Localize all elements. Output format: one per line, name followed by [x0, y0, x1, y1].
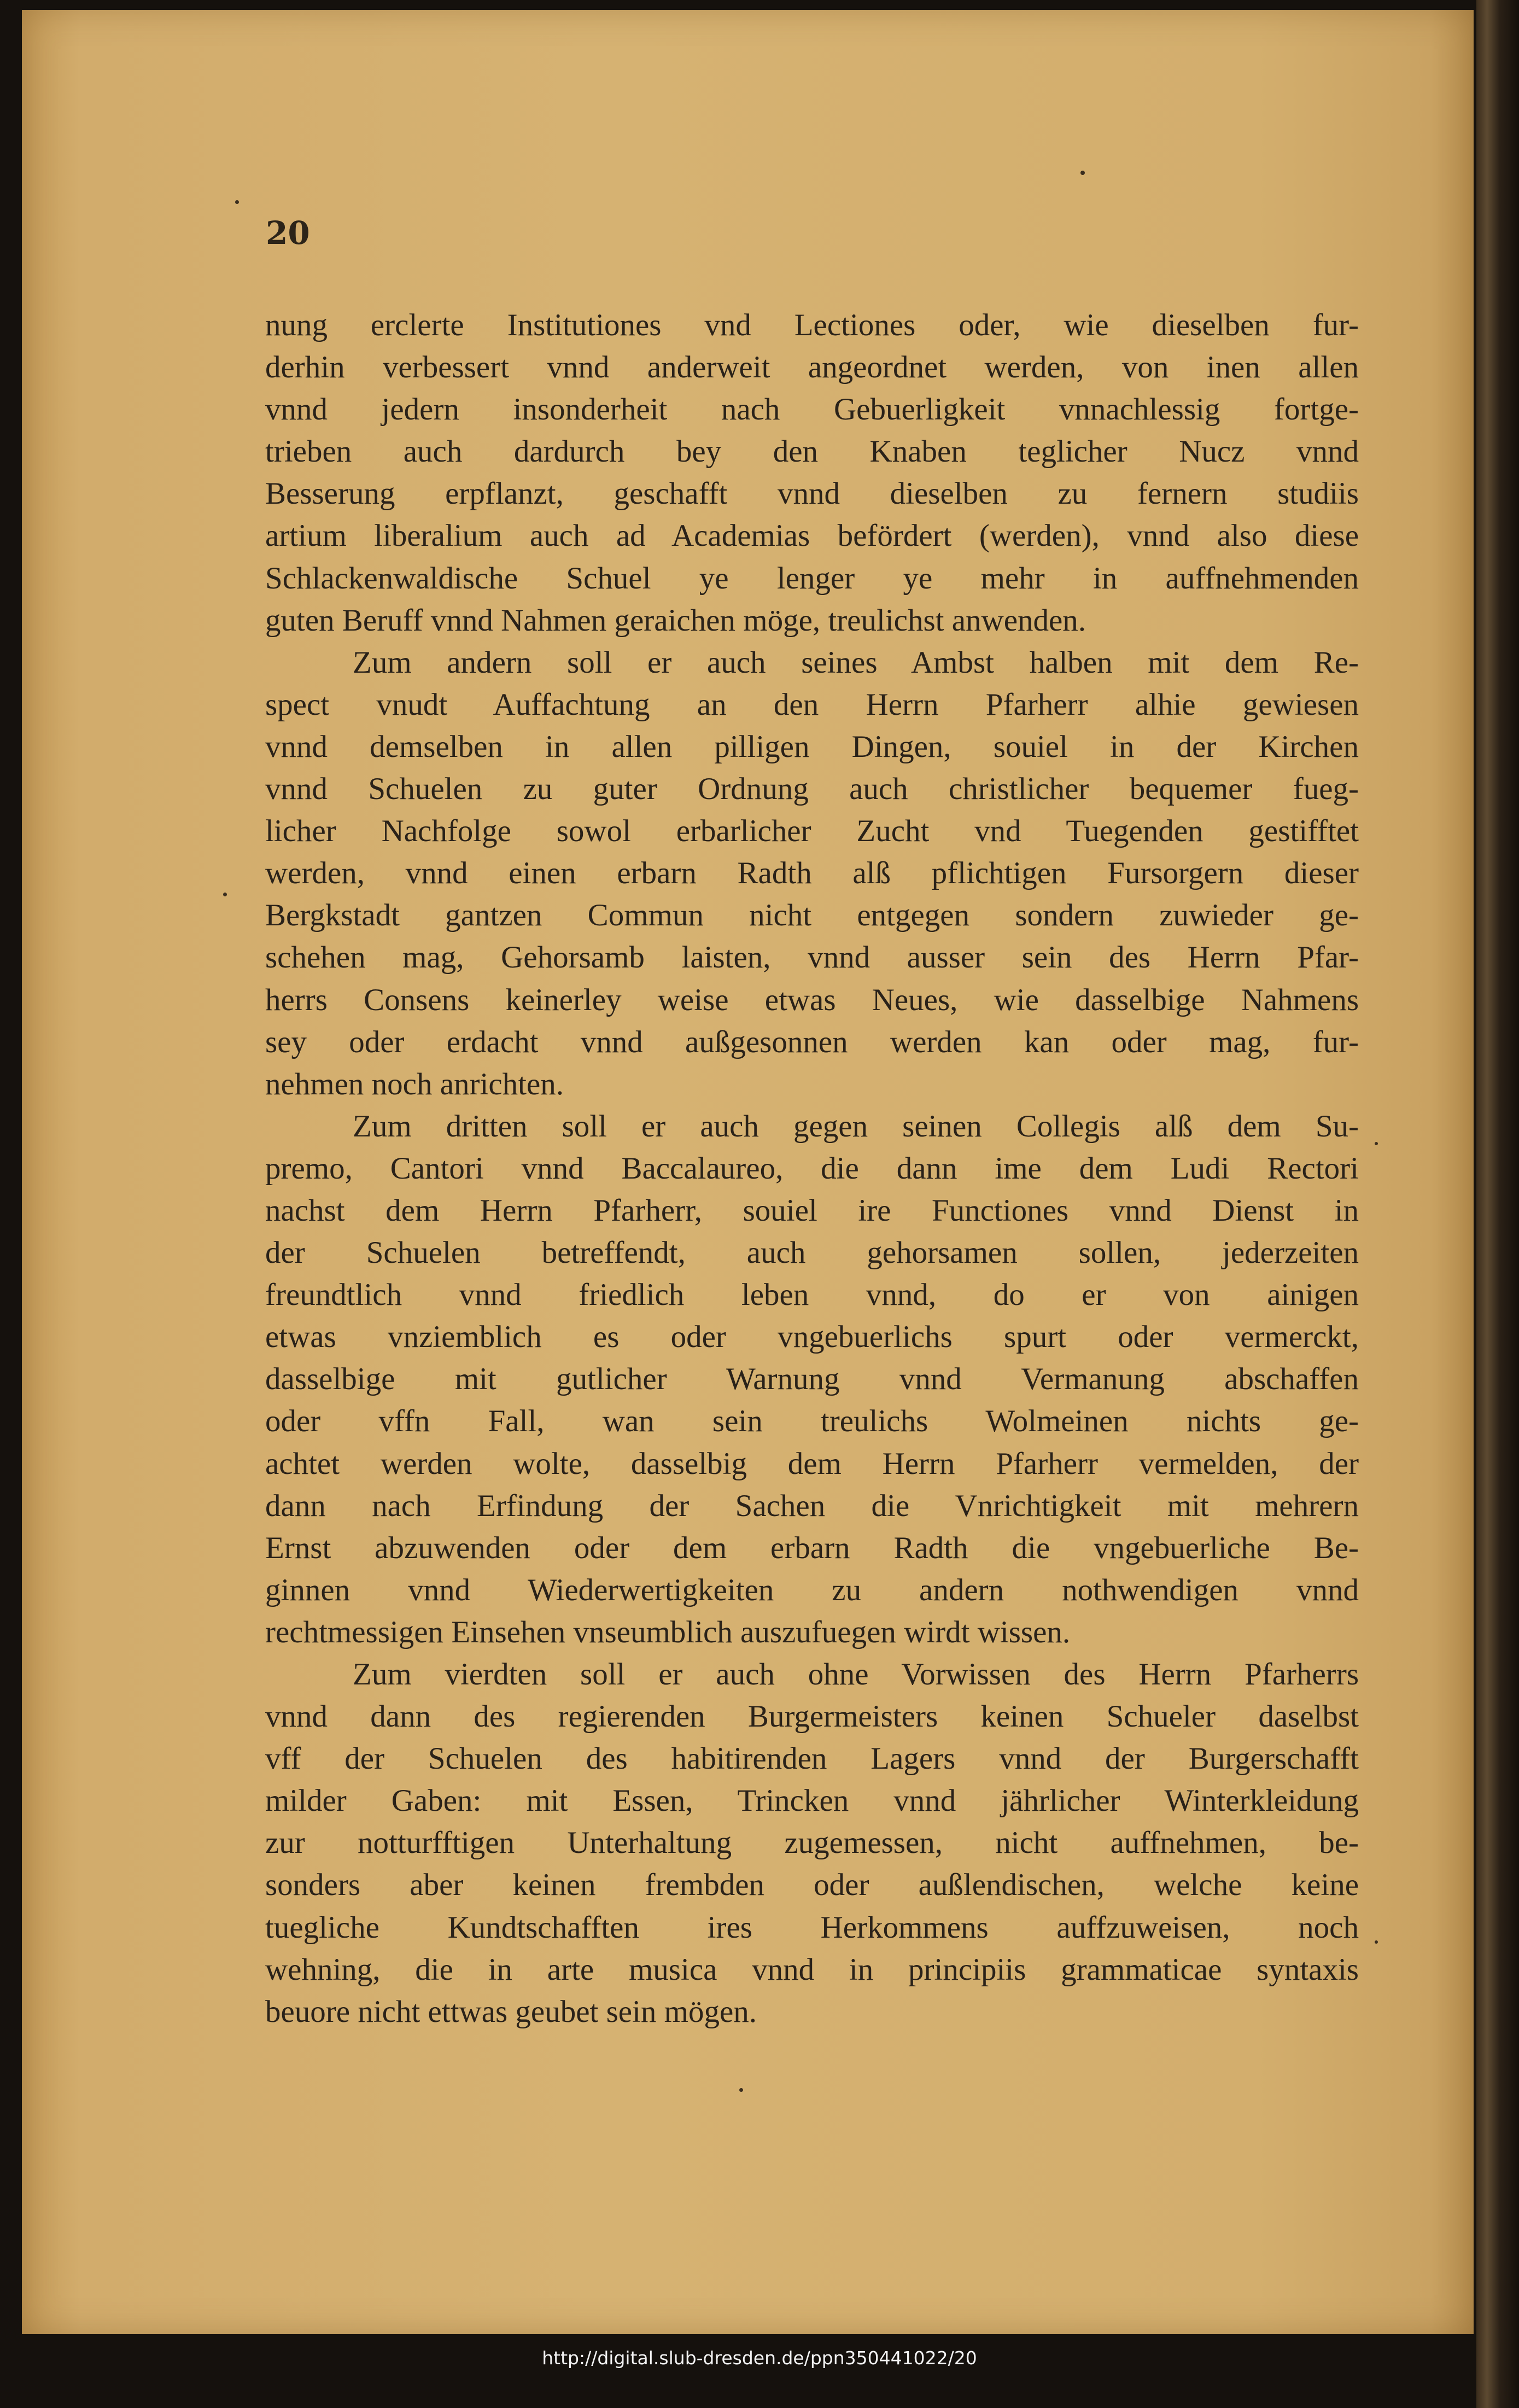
text-line: vnnd Schuelen zu guter Ordnung auch christlicher bequemer fueg-	[265, 772, 1359, 807]
text-line: spect vnudt Auffachtung an den Herrn Pfarherr alhie gewiesen	[265, 687, 1359, 722]
text-line: Zum andern soll er auch seines Ambst halben mit dem Re-	[353, 645, 1359, 680]
text-line: premo, Cantori vnnd Baccalaureo, die dann ime dem Ludi Rectori	[265, 1151, 1359, 1186]
text-line: sonders aber keinen frembden oder außlendischen, welche keine	[265, 1868, 1359, 1903]
text-line: guten Beruff vnnd Nahmen geraichen möge, treulichst anwenden.	[265, 603, 1086, 638]
book-spine-edge	[1476, 0, 1519, 2408]
text-line: oder vffn Fall, wan sein treulichs Wolmeinen nichts ge-	[265, 1404, 1359, 1439]
source-url[interactable]: http://digital.slub-dresden.de/ppn350441022/20	[542, 2347, 977, 2369]
text-line: ginnen vnnd Wiederwertigkeiten zu andern nothwendigen vnnd	[265, 1572, 1359, 1607]
text-line: dann nach Erfindung der Sachen die Vnrichtigkeit mit mehrern	[265, 1488, 1359, 1523]
text-line: freundtlich vnnd friedlich leben vnnd, do er von ainigen	[265, 1278, 1359, 1313]
text-line: artium liberalium auch ad Academias befördert (werden), vnnd also diese	[265, 518, 1359, 553]
text-line: nung erclerte Institutiones vnd Lectiones oder, wie dieselben fur-	[265, 308, 1359, 342]
text-line: Ernst abzuwenden oder dem erbarn Radth die vngebuerliche Be-	[265, 1530, 1359, 1565]
text-line: Bergkstadt gantzen Commun nicht entgegen sondern zuwieder ge-	[265, 898, 1359, 933]
text-line: achtet werden wolte, dasselbig dem Herrn Pfarherr vermelden, der	[265, 1446, 1359, 1481]
text-line: vnnd demselben in allen pilligen Dingen, souiel in der Kirchen	[265, 729, 1359, 764]
text-line: der Schuelen betreffendt, auch gehorsamen sollen, jederzeiten	[265, 1235, 1359, 1270]
text-line: herrs Consens keinerley weise etwas Neues, wie dasselbige Nahmens	[265, 982, 1359, 1017]
text-line: tuegliche Kundtschafften ires Herkommens auffzuweisen, noch	[265, 1910, 1359, 1945]
text-line: Zum vierdten soll er auch ohne Vorwissen des Herrn Pfarherrs	[353, 1657, 1359, 1692]
text-line: trieben auch dardurch bey den Knaben teglicher Nucz vnnd	[265, 434, 1359, 469]
paper-speck	[1375, 1940, 1378, 1944]
text-line: schehen mag, Gehorsamb laisten, vnnd ausser sein des Herrn Pfar-	[265, 940, 1359, 975]
text-line: rechtmessigen Einsehen vnseumblich auszufuegen wirdt wissen.	[265, 1614, 1071, 1649]
text-line: vnnd jedern insonderheit nach Gebuerligkeit vnnachlessig fortge-	[265, 392, 1359, 427]
text-line: beuore nicht ettwas geubet sein mögen.	[265, 1994, 757, 2029]
text-line: wehning, die in arte musica vnnd in principiis grammaticae syntaxis	[265, 1952, 1359, 1987]
text-line: werden, vnnd einen erbarn Radth alß pflichtigen Fursorgern dieser	[265, 856, 1359, 891]
paper-speck	[223, 893, 227, 896]
paper-speck	[235, 200, 239, 204]
text-line: licher Nachfolge sowol erbarlicher Zucht vnd Tuegenden gestifftet	[265, 814, 1359, 849]
paper-speck	[1080, 171, 1085, 175]
text-line: nehmen noch anrichten.	[265, 1066, 564, 1101]
text-line: Schlackenwaldische Schuel ye lenger ye mehr in auffnehmenden	[265, 561, 1359, 596]
text-line: vff der Schuelen des habitirenden Lagers vnnd der Burgerschafft	[265, 1741, 1359, 1776]
text-line: vnnd dann des regierenden Burgermeisters keinen Schueler daselbst	[265, 1699, 1359, 1734]
text-line: Besserung erpflanzt, geschafft vnnd dieselben zu fernern studiis	[265, 476, 1359, 511]
text-line: zur notturfftigen Unterhaltung zugemessen, nicht auffnehmen, be-	[265, 1826, 1359, 1861]
paper-speck	[1375, 1142, 1378, 1145]
body-text	[265, 304, 1359, 2033]
text-line: etwas vnziemblich es oder vngebuerlichs spurt oder vermerckt,	[265, 1320, 1359, 1355]
text-line: nachst dem Herrn Pfarherr, souiel ire Functiones vnnd Dienst in	[265, 1193, 1359, 1228]
text-line: derhin verbessert vnnd anderweit angeordnet werden, von inen allen	[265, 350, 1359, 385]
text-line: milder Gaben: mit Essen, Trincken vnnd jährlicher Winterkleidung	[265, 1783, 1359, 1818]
paper-speck	[739, 2088, 743, 2092]
page-number: 20	[266, 214, 310, 252]
text-line: dasselbige mit gutlicher Warnung vnnd Vermanung abschaffen	[265, 1362, 1359, 1397]
text-line: Zum dritten soll er auch gegen seinen Collegis alß dem Su-	[353, 1109, 1359, 1144]
text-line: sey oder erdacht vnnd außgesonnen werden kan oder mag, fur-	[265, 1024, 1359, 1059]
